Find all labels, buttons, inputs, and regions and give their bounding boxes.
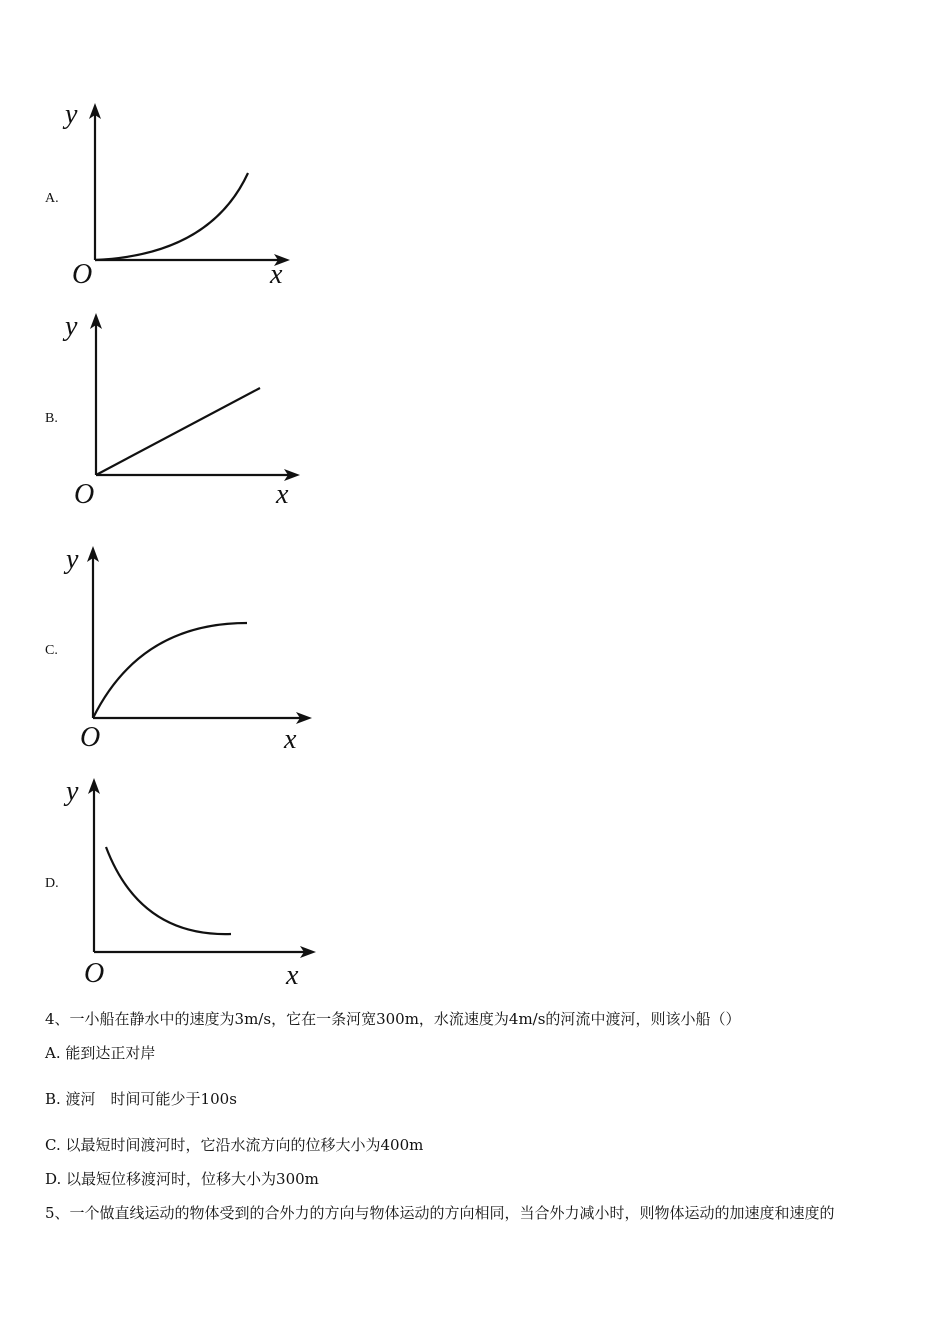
- x-label: x: [286, 960, 299, 991]
- y-label: y: [65, 99, 78, 130]
- option-c-label: C.: [45, 643, 58, 658]
- curve-d: [106, 847, 231, 934]
- x-label: x: [270, 259, 283, 290]
- question-4-option-b: B. 渡河 时间可能少于100s: [45, 1090, 237, 1108]
- origin-label: O: [80, 722, 101, 753]
- origin-label: O: [84, 958, 105, 989]
- option-d-label: D.: [45, 876, 59, 891]
- question-4-option-c: C. 以最短时间渡河时，它沿水流方向的位移大小为400m: [45, 1136, 424, 1154]
- question-5-stem: 5、一个做直线运动的物体受到的合外力的方向与物体运动的方向相同，当合外力减小时，则物体运动的加速度和速度的: [45, 1204, 835, 1222]
- question-4-option-a: A. 能到达正对岸: [45, 1044, 156, 1062]
- curve-c: [93, 623, 247, 718]
- origin-label: O: [72, 259, 93, 290]
- question-4-stem: 4、一小船在静水中的速度为3m/s，它在一条河宽300m，水流速度为4m/s的河流中渡河，则该小船（）: [45, 1010, 741, 1028]
- curve-b: [96, 388, 260, 475]
- question-4-option-d: D. 以最短位移渡河时，位移大小为300m: [45, 1170, 319, 1188]
- graph-c: [60, 540, 330, 755]
- x-label: x: [276, 479, 289, 510]
- origin-label: O: [74, 479, 95, 510]
- y-label: y: [66, 544, 79, 575]
- y-label: y: [65, 311, 78, 342]
- curve-a: [95, 173, 248, 260]
- graph-a: [60, 95, 310, 295]
- option-a-label: A.: [45, 191, 59, 206]
- option-b-label: B.: [45, 411, 58, 426]
- y-label: y: [66, 776, 79, 807]
- graph-b: [60, 305, 320, 515]
- x-label: x: [284, 724, 297, 755]
- graph-d: [60, 772, 330, 992]
